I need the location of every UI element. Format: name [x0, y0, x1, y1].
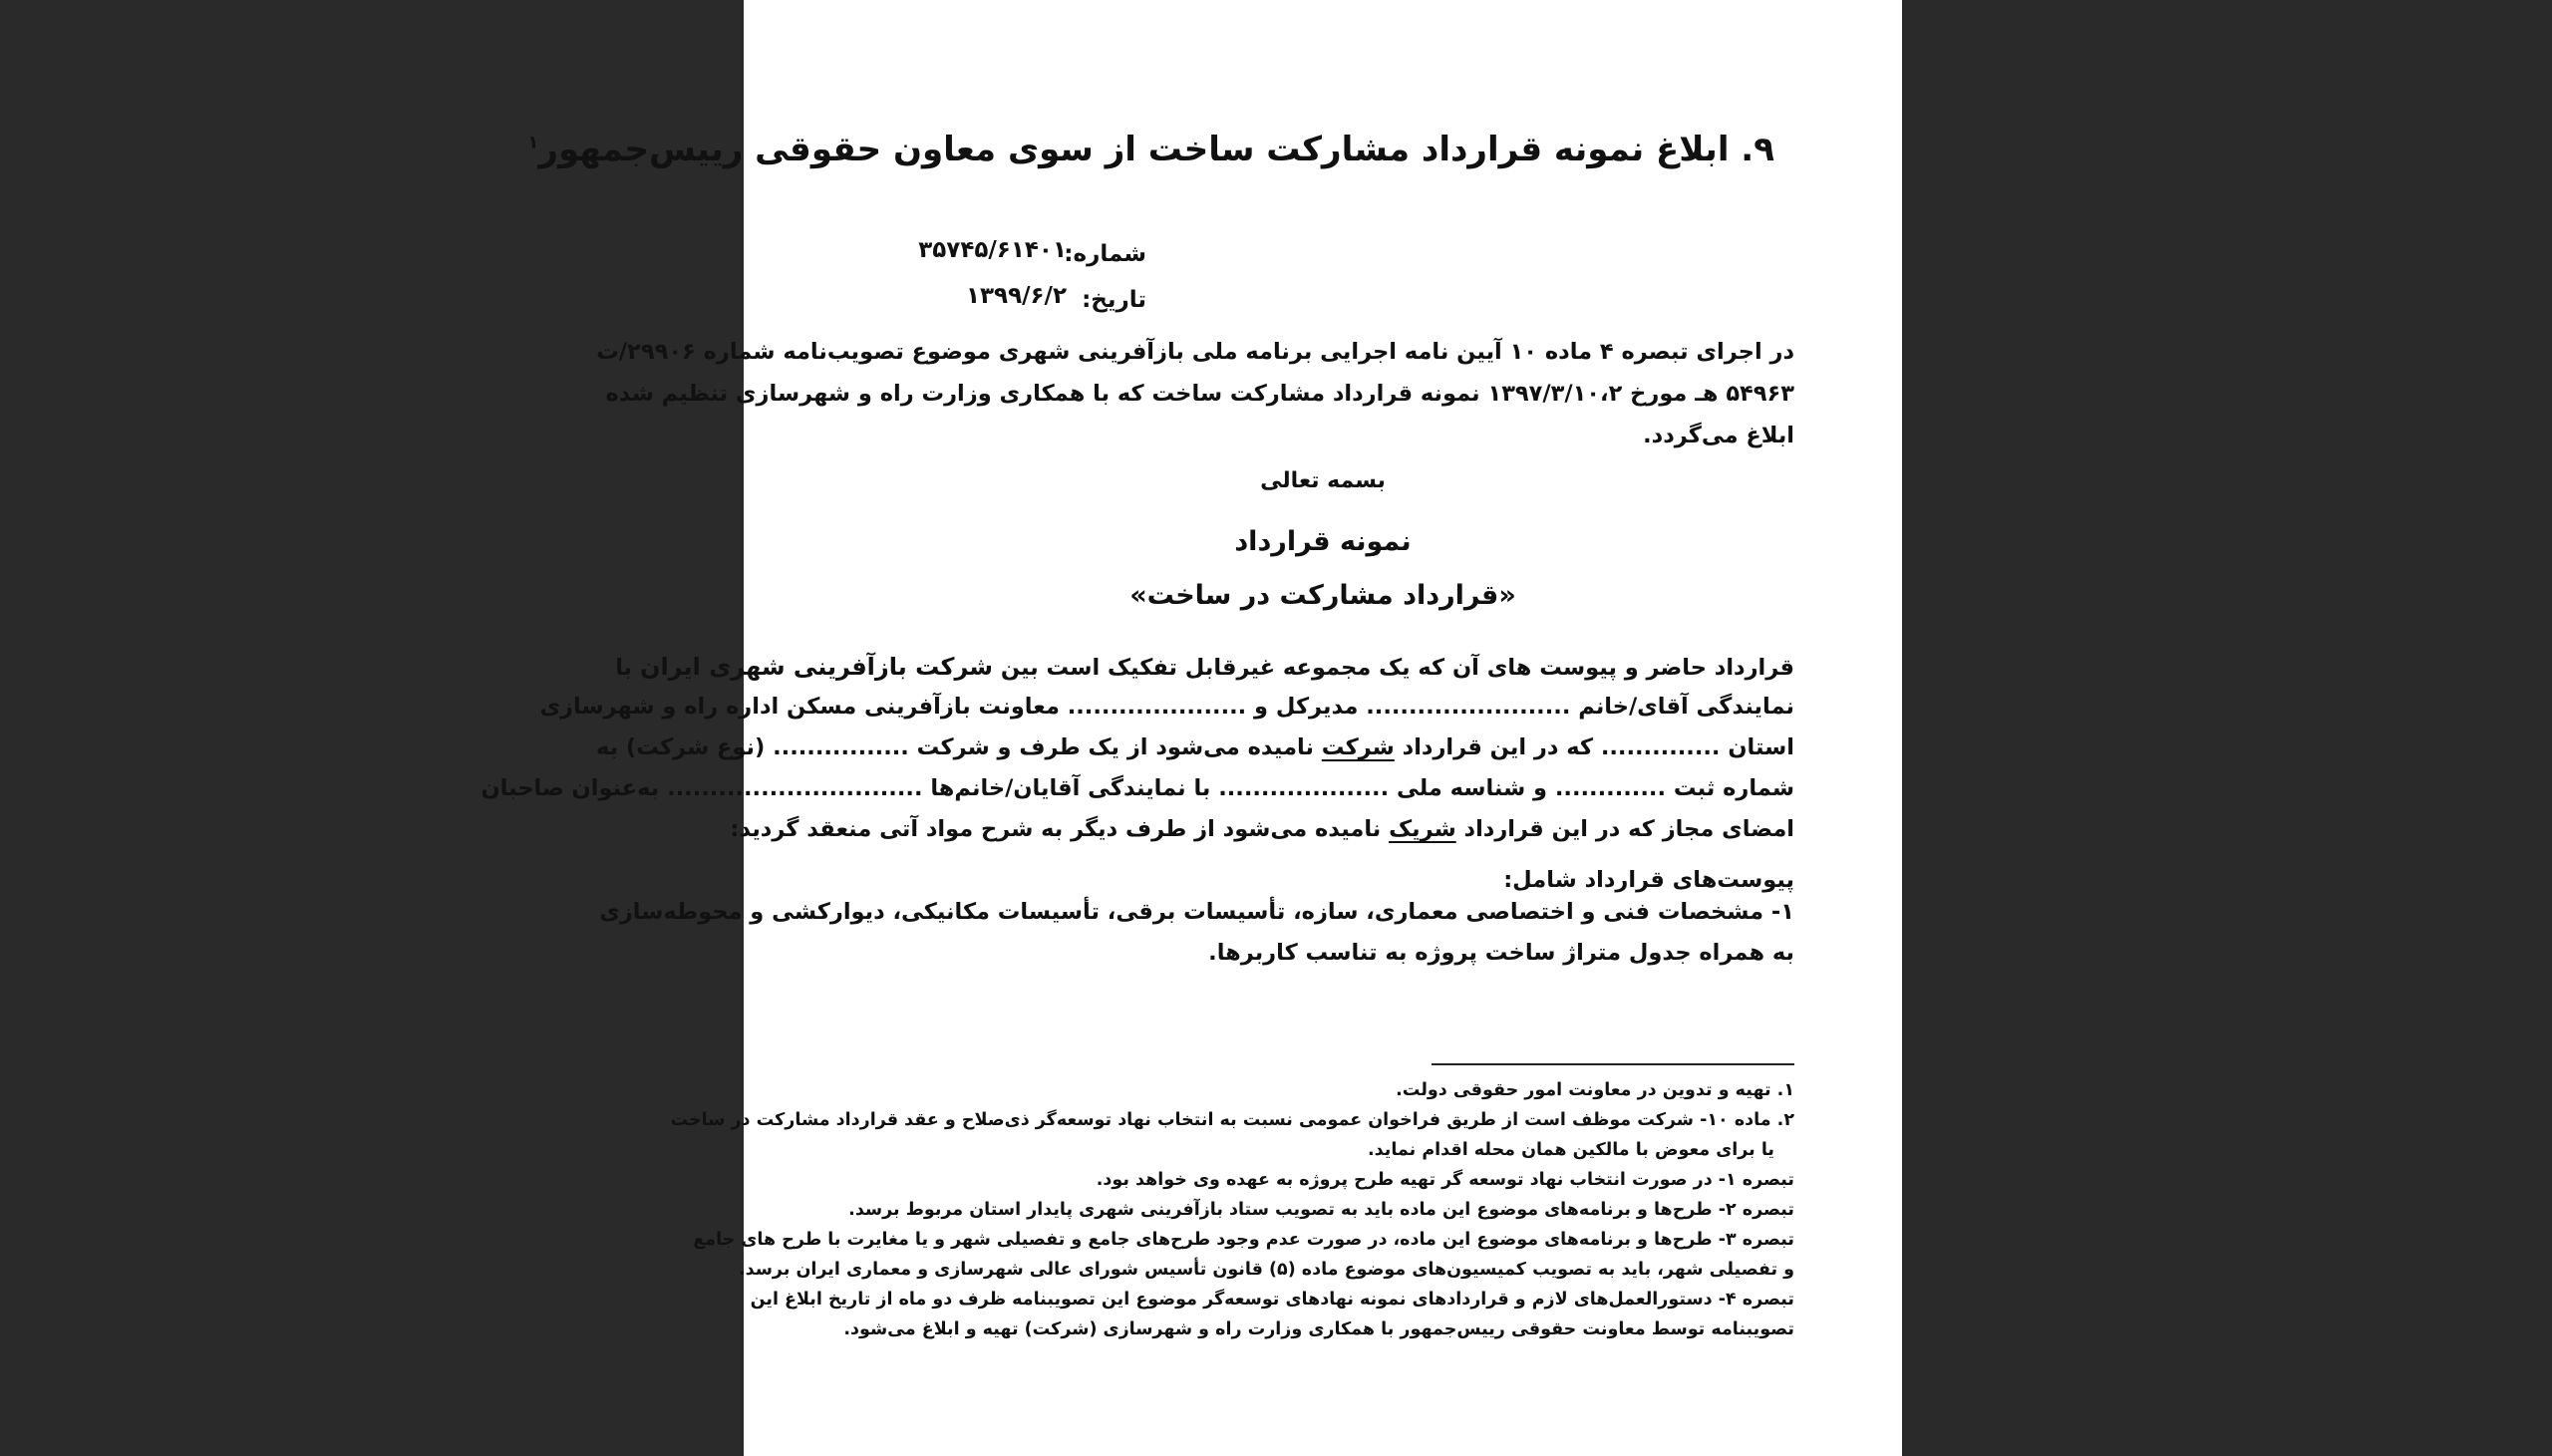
- intro-line: ابلاغ می‌گردد.: [1643, 423, 1794, 448]
- title-footnote-marker: ۱: [527, 132, 539, 153]
- sample-heading: نمونه قرارداد: [1234, 526, 1412, 557]
- date-label: تاریخ:: [1082, 287, 1146, 313]
- document-page: [480, 0, 1902, 1456]
- footnote-line: تبصره ۴- دستورالعمل‌های لازم و قراردادهای نمونه نهادهای توسعه‌گر موضوع این تصویبنامه ظرف دو ماه از تاریخ ابلاغ این: [750, 1290, 1794, 1310]
- footnote-line: تبصره ۳- طرح‌ها و برنامه‌های موضوع این ماده، در صورت عدم وجود طرح‌های جامع و تفصیلی شهر و یا مغایرت با طرح های جامع: [693, 1230, 1794, 1250]
- basmala-heading: بسمه تعالی: [1260, 468, 1386, 493]
- party-name: شرکت بازآفرینی شهری ایران: [639, 653, 993, 681]
- footnote-line: ۲. ماده ۱۰- شرکت موظف است از طریق فراخوان عمومی نسبت به انتخاب نهاد توسعه‌گر ذی‌صلاح و عقد قرارداد مشارکت در ساخت: [670, 1110, 1794, 1130]
- number-label: شماره:: [1064, 241, 1146, 267]
- footnote-line: و تفصیلی شهر، باید به تصویب کمیسیون‌های موضوع ماده (۵) قانون تأسیس شورای عالی شهرسازی و معماری ایران برسد.: [738, 1260, 1794, 1280]
- footnote-divider: [1432, 1063, 1794, 1065]
- body-line: امضای مجاز که در این قرارداد شریک نامیده می‌شود از طرف دیگر به شرح مواد آتی منعقد گردید:: [730, 816, 1794, 842]
- number-value: ۳۵۷۴۵/۶۱۴۰۱: [918, 237, 1067, 263]
- attachment-line: به همراه جدول متراژ ساخت پروژه به تناسب کاربرها.: [1208, 940, 1794, 966]
- body-line: استان .............. که در این قرارداد شرکت نامیده می‌شود از یک طرف و شرکت ................ (نوع شرکت) به: [595, 734, 1794, 760]
- contract-heading: «قرارداد مشارکت در ساخت»: [1129, 580, 1516, 611]
- footnote-line: ۱. تهیه و تدوین در معاونت امور حقوقی دولت.: [1396, 1080, 1794, 1100]
- footnote-line: یا برای معوض با مالکین همان محله اقدام نماید.: [1368, 1140, 1774, 1160]
- term-partner: شریک: [1389, 816, 1456, 842]
- document-title: ۹. ابلاغ نمونه قرارداد مشارکت ساخت از سوی معاون حقوقی رییس‌جمهور$^۱$: [527, 130, 1774, 169]
- body-line: قرارداد حاضر و پیوست های آن که یک مجموعه غیرقابل تفکیک است بین شرکت بازآفرینی شهری ایران با: [615, 653, 1794, 681]
- footnote-line: تبصره ۱- در صورت انتخاب نهاد توسعه گر تهیه طرح پروژه به عهده وی خواهد بود.: [1096, 1170, 1794, 1190]
- footnote-line: تبصره ۲- طرح‌ها و برنامه‌های موضوع این ماده باید به تصویب ستاد بازآفرینی شهری پایدار استان مربوط برسد.: [848, 1200, 1794, 1220]
- term-company: شرکت: [1321, 734, 1395, 760]
- body-line: شماره ثبت ............. و شناسه ملی .................... با نمایندگی آقایان/خانم‌ها .............................. به‌عنوان صاحبان: [480, 775, 1794, 801]
- intro-line: ۵۴۹۶۳ هـ مورخ ۱۳۹۷/۳/۱۰،۲ نمونه قرارداد مشارکت ساخت که با همکاری وزارت راه و شهرسازی تنظیم شده: [605, 381, 1794, 407]
- attachment-line: ۱- مشخصات فنی و اختصاصی معماری، سازه، تأسیسات برقی، تأسیسات مکانیکی، دیوارکشی و محوطه‌سازی: [599, 899, 1794, 925]
- footnote-line: تصویبنامه توسط معاونت حقوقی رییس‌جمهور با همکاری وزارت راه و شهرسازی (شرکت) تهیه و ابلاغ می‌شود.: [843, 1319, 1794, 1339]
- body-line: نمایندگی آقای/خانم ........................ مدیرکل و ..................... معاونت بازآفرینی مسکن اداره راه و شهرسازی: [539, 694, 1794, 720]
- date-value: ۱۳۹۹/۶/۲: [965, 283, 1067, 309]
- intro-line: در اجرای تبصره ۴ ماده ۱۰ آیین نامه اجرایی برنامه ملی بازآفرینی شهری موضوع تصویب‌نامه شماره ۲۹۹۰۶/ت: [596, 339, 1794, 365]
- attachments-heading: پیوست‌های قرارداد شامل:: [1503, 867, 1794, 893]
